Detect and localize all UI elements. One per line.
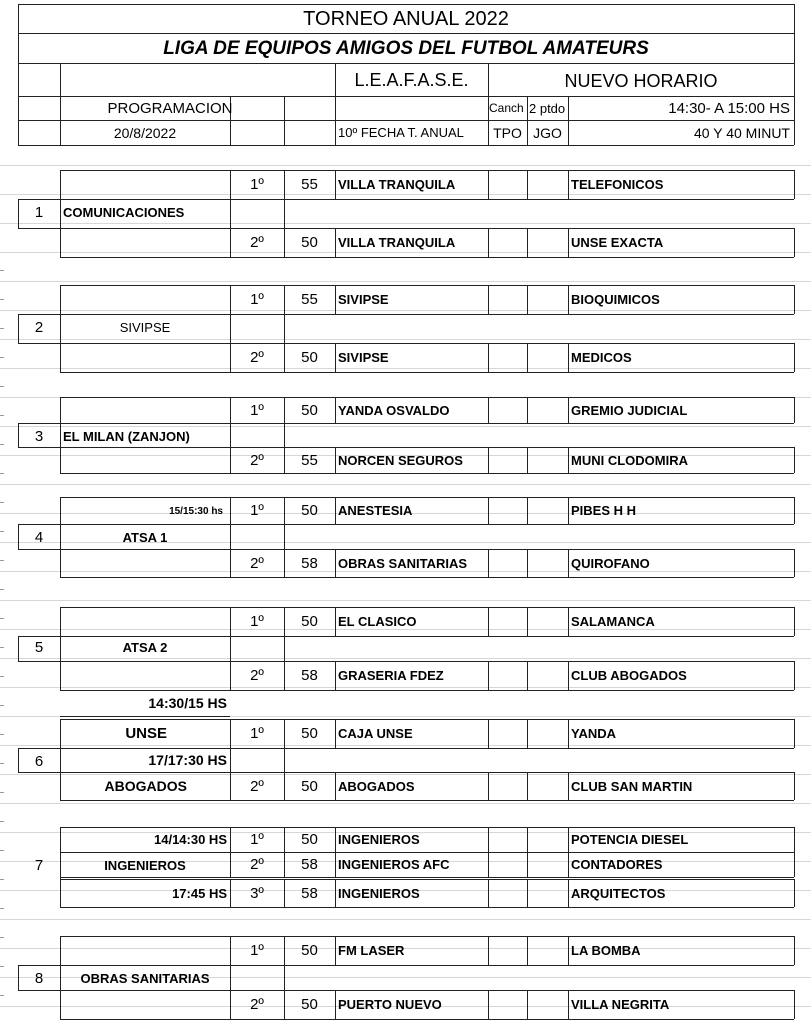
home-team: GRASERIA FDEZ [338,668,444,683]
group-number: 2 [34,318,44,336]
home-team: INGENIEROS [338,832,420,847]
match-category: 50 [301,725,318,742]
home-team: PUERTO NUEVO [338,997,442,1012]
group-venue: SIVIPSE [119,319,171,335]
match-order: 3º [250,884,264,902]
away-team: YANDA [571,726,617,741]
group-number: 1 [34,203,44,221]
group-number: 6 [34,752,44,770]
away-team: SALAMANCA [571,614,655,629]
program-date: 20/8/2022 [113,124,177,141]
away-team: VILLA NEGRITA [571,997,670,1012]
away-team: CLUB ABOGADOS [571,668,687,683]
home-team: VILLA TRANQUILA [338,235,456,250]
fecha-label: 10º FECHA T. ANUAL [338,125,464,140]
match-order: 1º [250,502,264,519]
match-order: 2º [250,856,264,873]
match-order: 1º [250,401,264,419]
home-team: INGENIEROS AFC [338,857,450,872]
away-team: GREMIO JUDICIAL [571,402,688,418]
group-venue: OBRAS SANITARIAS [80,970,210,986]
match-category: 58 [301,667,318,684]
match-category: 58 [301,884,318,902]
group-venue: ATSA 1 [122,529,168,545]
org-name: L.E.A.F.A.S.E. [354,69,469,90]
match-category: 50 [301,613,318,630]
home-team: VILLA TRANQUILA [338,177,456,192]
match-category: 50 [301,996,318,1013]
group-number: 4 [34,528,44,546]
schedule-note: 14:30/15 HS [148,695,227,711]
match-order: 1º [250,942,264,959]
tpo-label: TPO [493,124,522,141]
group-number: 3 [34,427,44,445]
group-venue: ATSA 2 [122,639,168,655]
programacion-label: PROGRAMACION [107,99,233,117]
away-team: POTENCIA DIESEL [571,832,689,847]
home-team: CAJA UNSE [338,726,413,741]
home-team: INGENIEROS [338,885,420,901]
away-team: CLUB SAN MARTIN [571,778,693,794]
ptdo-label: 2 ptdo [529,100,566,116]
match-category: 55 [301,451,318,469]
subtitle: LIGA DE EQUIPOS AMIGOS DEL FUTBOL AMATEURS [163,37,649,59]
home-team: SIVIPSE [338,292,389,307]
group-venue: INGENIEROS [104,857,186,873]
title: TORNEO ANUAL 2022 [303,7,509,30]
home-team: FM LASER [338,943,405,958]
away-team: MEDICOS [571,350,632,365]
match-order: 1º [250,291,264,308]
group-venue: COMUNICACIONES [63,204,185,220]
schedule-note: ABOGADOS [104,778,187,794]
group-number: 7 [34,856,44,874]
match-order: 2º [250,777,264,795]
match-order: 1º [250,725,264,742]
match-category: 50 [301,502,318,519]
schedule-note: 15/15:30 hs [169,506,223,517]
away-team: PIBES H H [571,503,637,518]
away-team: ARQUITECTOS [571,885,666,901]
away-team: QUIROFANO [571,555,650,571]
match-category: 55 [301,291,318,308]
away-team: UNSE EXACTA [571,235,664,250]
home-team: YANDA OSVALDO [338,402,450,418]
match-category: 58 [301,856,318,873]
group-number: 8 [34,969,44,987]
away-team: MUNI CLODOMIRA [571,452,688,468]
match-category: 55 [301,176,318,193]
match-order: 2º [250,667,264,684]
match-order: 2º [250,451,264,469]
schedule-title: NUEVO HORARIO [564,71,718,91]
match-order: 1º [250,176,264,193]
away-team: TELEFONICOS [571,177,664,192]
match-category: 50 [301,349,318,366]
match-order: 2º [250,349,264,366]
match-order: 2º [250,996,264,1013]
group-venue: EL MILAN (ZANJON) [63,428,190,444]
canch-label: Canch [489,101,524,115]
match-order: 1º [250,613,264,630]
schedule-note: 17/17:30 HS [148,752,227,768]
match-category: 50 [301,831,318,848]
home-team: ABOGADOS [338,778,415,794]
match-category: 50 [301,234,318,251]
match-order: 2º [250,234,264,251]
match-category: 50 [301,401,318,419]
schedule-note: 17:45 HS [172,885,227,901]
schedule-note: UNSE [125,725,167,742]
match-order: 2º [250,554,264,572]
match-category: 58 [301,554,318,572]
home-team: NORCEN SEGUROS [338,452,463,468]
home-team: SIVIPSE [338,350,389,365]
match-category: 50 [301,942,318,959]
match-category: 50 [301,777,318,795]
group-number: 5 [34,638,44,656]
home-team: ANESTESIA [338,503,413,518]
home-team: EL CLASICO [338,614,417,629]
match-order: 1º [250,831,264,848]
away-team: CONTADORES [571,857,663,872]
jgo-label: JGO [533,124,562,141]
away-team: LA BOMBA [571,943,641,958]
time-range: 14:30- A 15:00 HS [668,99,790,117]
home-team: OBRAS SANITARIAS [338,555,468,571]
duration: 40 Y 40 MINUT [694,124,790,141]
schedule-note: 14/14:30 HS [154,832,227,847]
away-team: BIOQUIMICOS [571,292,660,307]
